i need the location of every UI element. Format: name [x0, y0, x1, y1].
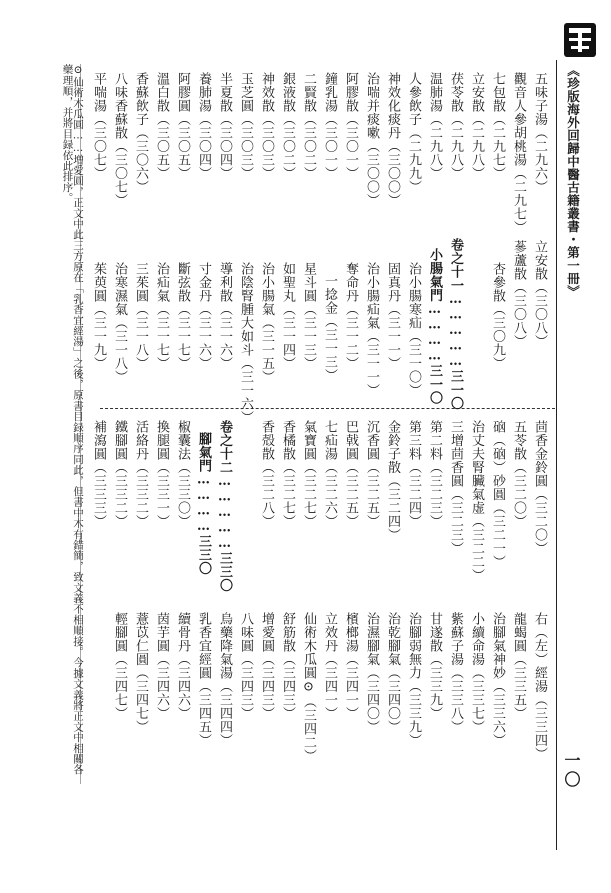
index-column — [113, 420, 126, 528]
index-column — [365, 72, 378, 207]
entry: 茵芋圓（三四六） — [154, 612, 169, 720]
entry: 薏苡仁圓（三四七） — [133, 612, 148, 734]
entry: 第三料（三二四） — [406, 420, 421, 528]
entry: 溫白散（三〇五） — [154, 72, 169, 180]
index-column — [281, 262, 294, 370]
index-column — [239, 612, 252, 720]
entry: 治乾腳氣（三四〇） — [385, 612, 400, 734]
index-column — [533, 240, 546, 348]
entry: 右（左）經湯（三三四） — [532, 612, 547, 761]
index-column — [512, 240, 525, 348]
index-column — [302, 262, 315, 370]
index-column — [512, 612, 525, 720]
index-column — [218, 612, 231, 747]
entry: 一捻金（三一三） — [322, 274, 337, 382]
entry: 銀液散（三〇二） — [280, 72, 295, 180]
entry: 香橘散（三二七） — [280, 420, 295, 528]
entry: 治小腸寒疝（三一〇） — [406, 262, 421, 397]
index-column — [386, 612, 399, 734]
entry: 活絡丹（三三二） — [133, 420, 148, 528]
editorial-note: ⊙仙術木瓜圓……増愛圓，正文中此三方原在「乳香宜經湯」之後，原書目録順序同此，但書中木有錯簡，致文義不相順接。今據文義將正文中相關各藥理順，并將目録依此排序。 — [61, 64, 84, 775]
index-column — [533, 72, 546, 194]
index-column — [407, 612, 420, 747]
index-column — [134, 262, 147, 370]
entry: 半夏散（三〇四） — [217, 72, 232, 180]
entry: 硇（硇）砂圓（三二一） — [490, 420, 505, 569]
index-column — [176, 72, 189, 180]
entry: 治腳弱無力（三三九） — [406, 612, 421, 747]
entry: 椒囊法（三三〇） — [175, 420, 190, 528]
entry: 斷弦散（三一七） — [175, 262, 190, 370]
entry: 神效散（三〇三） — [259, 72, 274, 180]
entry: 仙術木瓜圓⊙（三四二） — [301, 612, 316, 763]
index-column — [134, 612, 147, 734]
entry: 治寒濕氣（三一八） — [112, 262, 127, 384]
index-column — [155, 72, 168, 180]
section-title: 卷之十一……………三一〇 — [448, 238, 463, 410]
index-column — [533, 612, 546, 761]
index-column — [218, 72, 231, 180]
entry: 三增茴香圓（三二三） — [448, 420, 463, 555]
entry: 導利散（三一六） — [217, 262, 232, 370]
entry: 檳榔湯（三四一） — [343, 612, 358, 720]
index-column — [449, 420, 462, 555]
entry: 換腿圓（三三一） — [154, 420, 169, 528]
entry: 玉芝圓（三〇三） — [238, 72, 253, 180]
index-column — [344, 262, 357, 370]
entry-bottom: 五味子湯（二九六） — [532, 72, 547, 194]
index-column — [281, 612, 294, 720]
index-column — [92, 262, 105, 370]
entry: 龍蝎圓（三三五） — [511, 612, 526, 720]
entry: 杏參散（三〇九） — [490, 262, 505, 370]
index-column — [470, 420, 483, 582]
page-number: 一〇 — [562, 752, 581, 790]
index-column — [386, 420, 399, 542]
entry: 治陰腎腫大如斗（三一六） — [238, 262, 253, 424]
index-column — [344, 612, 357, 720]
entry: 人參飲子（二九九） — [406, 72, 421, 194]
entry: 治濕腳氣（三四〇） — [364, 612, 379, 734]
entry: 增愛圓（三四三） — [259, 612, 274, 720]
entry: 香蘇飲子（三〇六） — [133, 72, 148, 194]
index-column — [512, 72, 525, 234]
section-heading — [428, 248, 441, 405]
index-column — [323, 420, 336, 528]
index-column — [92, 420, 105, 528]
index-column — [491, 420, 504, 569]
index-column — [281, 420, 294, 528]
entry: 茯苓散（二九八） — [448, 72, 463, 180]
index-column — [302, 612, 315, 763]
entry: 如聖丸（三一四） — [280, 262, 295, 370]
index-column — [113, 262, 126, 384]
index-column — [323, 612, 336, 720]
index-column — [113, 72, 126, 207]
entry: 二賢散（三〇二） — [301, 72, 316, 180]
index-column — [428, 420, 441, 528]
entry: 觀音人參胡桃湯（二九七） — [511, 72, 526, 234]
index-column — [239, 72, 252, 180]
entry: 氣寶圓（三二七） — [301, 420, 316, 528]
index-column — [449, 612, 462, 734]
index-column — [155, 612, 168, 720]
index-column — [491, 262, 504, 370]
entry: 紫蘇子湯（三三八） — [448, 612, 463, 734]
index-column — [323, 274, 336, 382]
entry: 治喘并痰嗽（三〇〇） — [364, 72, 379, 207]
index-column — [470, 612, 483, 734]
entry: 香殻散（三二八） — [259, 420, 274, 528]
entry: 阿膠圓（三〇五） — [175, 72, 190, 180]
index-column — [260, 420, 273, 528]
index-column — [197, 612, 210, 747]
index-column — [365, 262, 378, 397]
index-column — [134, 420, 147, 528]
section-title: 腳氣門…………三三〇 — [196, 432, 211, 575]
publisher-logo — [563, 22, 597, 58]
index-column — [491, 612, 504, 747]
index-column — [365, 612, 378, 734]
index-column — [407, 72, 420, 194]
index-column — [449, 72, 462, 180]
note-rule — [80, 64, 81, 784]
entry: 金鈴子散（三二四） — [385, 420, 400, 542]
entry: 舒筋散（三四三） — [280, 612, 295, 720]
entry: 神效化痰丹（三〇〇） — [385, 72, 400, 207]
index-column — [470, 72, 483, 180]
book-title: 《珍版海外回歸中醫古籍叢書・第一冊》 — [565, 64, 581, 298]
index-column — [92, 72, 105, 180]
index-column — [407, 420, 420, 528]
entry: 甘遂散（三三九） — [427, 612, 442, 720]
index-column — [218, 262, 231, 370]
entry: 養肺湯（三〇四） — [196, 72, 211, 180]
index-column — [386, 262, 399, 370]
index-column — [260, 612, 273, 720]
index-column — [260, 262, 273, 384]
entry: 鐘乳湯（三〇一） — [322, 72, 337, 180]
entry: 三茱圓（三一八） — [133, 262, 148, 370]
entry: 寸金丹（三一六） — [196, 262, 211, 370]
index-column — [344, 72, 357, 180]
index-column — [365, 420, 378, 528]
index-column — [176, 420, 189, 528]
entry: 乳香宜經圓（三四五） — [196, 612, 211, 747]
entry: 温肺湯（二九八） — [427, 72, 442, 180]
entry: 固真丹（三一一） — [385, 262, 400, 370]
index-column — [428, 612, 441, 720]
index-column — [407, 262, 420, 397]
entry: 治疝氣（三一七） — [154, 262, 169, 370]
index-column — [197, 262, 210, 370]
entry: 八味香蘇散（三〇七） — [112, 72, 127, 207]
entry: 茱萸圓（三一九） — [91, 262, 106, 370]
entry: 巴戟圓（三二五） — [343, 420, 358, 528]
index-column — [533, 420, 546, 555]
entry: 七包散（二九七） — [490, 72, 505, 180]
entry: 立效丹（三四一） — [322, 612, 337, 720]
entry: 五苓散（三二〇） — [511, 420, 526, 528]
entry: 立安散（二九八） — [469, 72, 484, 180]
entry: 茴香金鈴圓（三二〇） — [532, 420, 547, 555]
section-heading — [449, 238, 462, 410]
index-column — [155, 262, 168, 370]
entry: 七疝湯（三二六） — [322, 420, 337, 528]
entry: 治小腸氣（三一五） — [259, 262, 274, 384]
index-column — [344, 420, 357, 528]
index-column — [428, 72, 441, 180]
index-column — [281, 72, 294, 180]
entry: 治腳氣神妙（三三六） — [490, 612, 505, 747]
entry: 烏藥降氣湯（三四四） — [217, 612, 232, 747]
section-heading — [218, 420, 231, 592]
index-column — [155, 420, 168, 528]
entry: 治丈夫腎臟氣虚（三二二） — [469, 420, 484, 582]
index-column — [134, 72, 147, 194]
entry-top: 立安散（三〇八） — [532, 240, 547, 348]
entry: 沉香圓（三二五） — [364, 420, 379, 528]
entry: 治小腸疝氣（三一一） — [364, 262, 379, 397]
index-column — [323, 72, 336, 180]
section-title: 小腸氣門…………三一〇 — [427, 248, 442, 405]
entry: 補瀉圓（三三三） — [91, 420, 106, 528]
index-column — [176, 612, 189, 720]
index-column — [197, 72, 210, 180]
index-column — [302, 420, 315, 528]
entry: 輕腳圓（三四七） — [112, 612, 127, 720]
header-rule — [556, 60, 557, 850]
entry: 阿膠散（三〇一） — [343, 72, 358, 180]
section-title: 卷之十二……………三三〇 — [217, 420, 232, 592]
index-column — [302, 72, 315, 180]
entry: 奪命丹（三一二） — [343, 262, 358, 370]
index-column — [260, 72, 273, 180]
index-column — [386, 72, 399, 207]
entry: 鐵腳圓（三三二） — [112, 420, 127, 528]
entry: 第二料（三二三） — [427, 420, 442, 528]
entry: 續骨丹（三四六） — [175, 612, 190, 720]
half-separator — [100, 408, 555, 409]
entry: 小續命湯（三三七） — [469, 612, 484, 734]
index-column — [491, 72, 504, 180]
entry: 蔘蘆散（三〇八） — [511, 240, 526, 348]
entry: 星斗圓（三一三） — [301, 262, 316, 370]
index-column — [113, 612, 126, 720]
index-column — [176, 262, 189, 370]
entry: 平喘湯（三〇七） — [91, 72, 106, 180]
section-heading — [197, 432, 210, 575]
index-column — [512, 420, 525, 528]
entry: 八味圓（三四三） — [238, 612, 253, 720]
index-column — [239, 262, 252, 424]
